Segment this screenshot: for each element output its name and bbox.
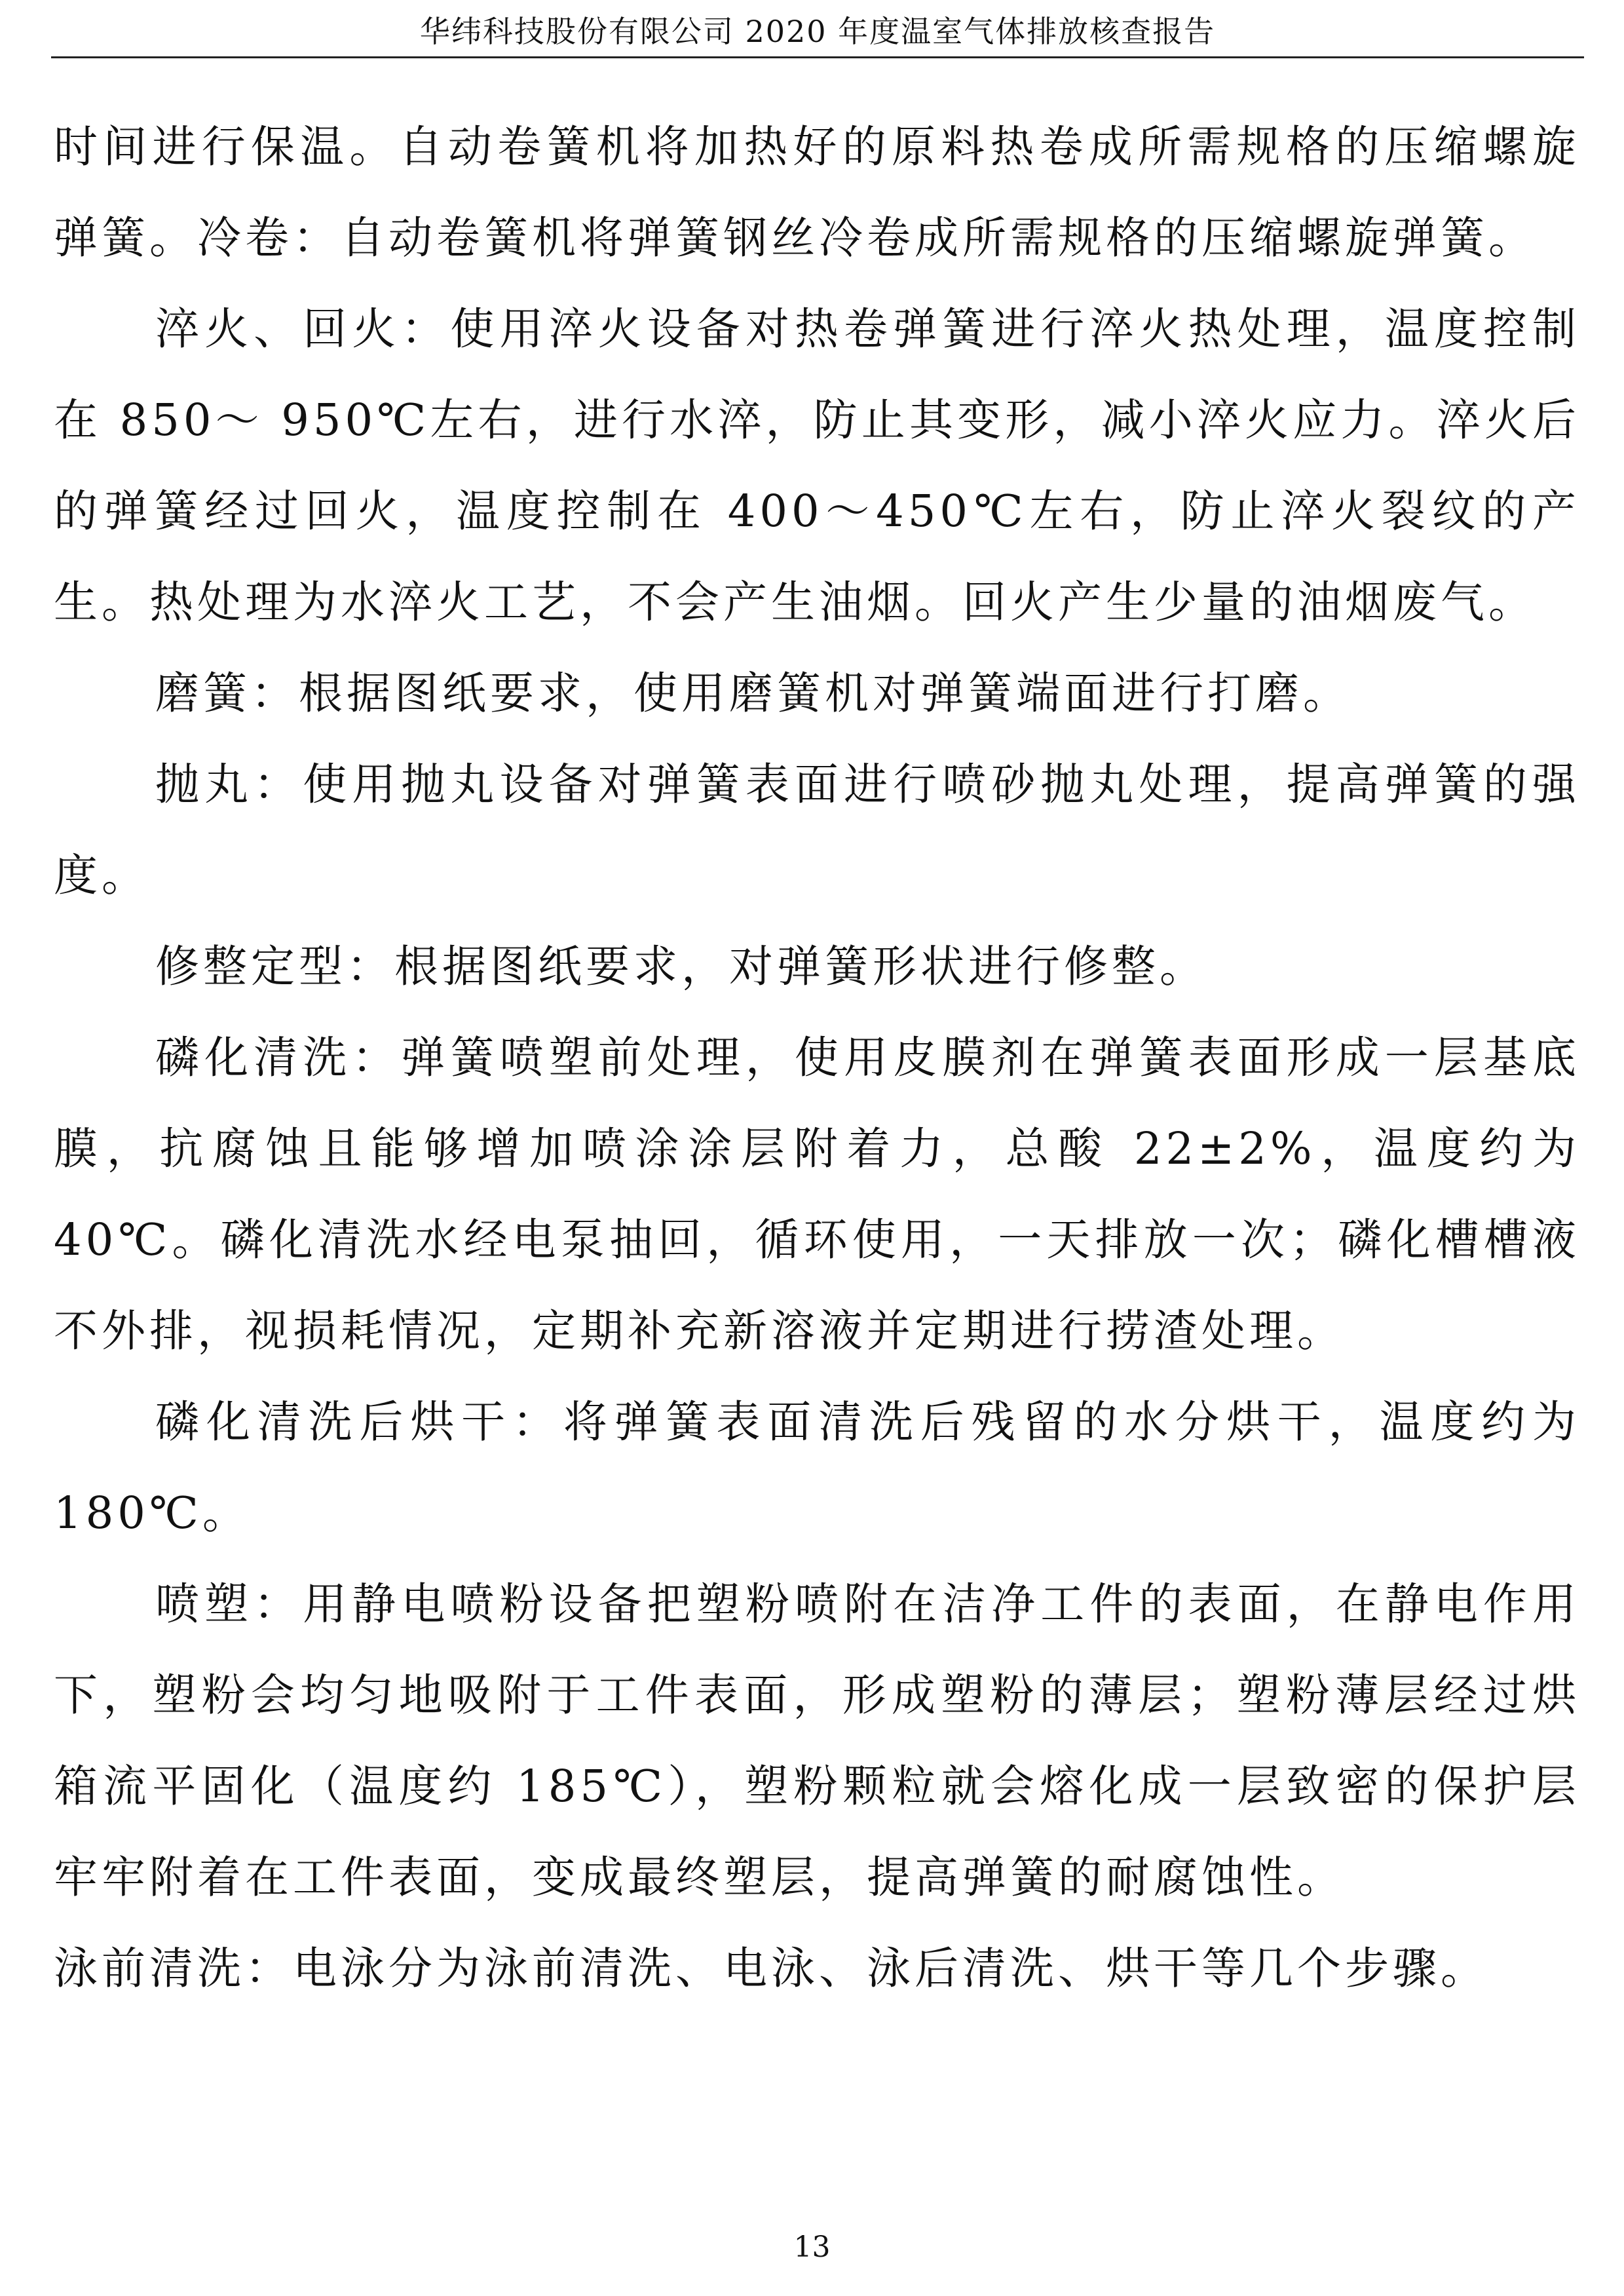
paragraph-pre-electrophoresis: 泳前清洗：电泳分为泳前清洗、电泳、泳后清洗、烘干等几个步骤。 (54, 1943, 1488, 1994)
paragraph-powder-coating: 喷塑：用静电喷粉设备把塑粉喷附在洁净工件的表面，在静电作用下，塑粉会均匀地吸附于工件表面，形成塑粉的薄层；塑粉薄层经过烘箱流平固化（温度约 185℃），塑粉颗粒就会熔化成一层致密的保护层牢牢附着在工件表面，变成最终塑层，提高弹簧的耐腐蚀性。 (54, 1578, 1580, 1903)
paragraph-shot-blasting: 抛丸：使用抛丸设备对弹簧表面进行喷砂抛丸处理，提高弹簧的强度。 (54, 759, 1580, 901)
paragraph-shaping: 修整定型：根据图纸要求，对弹簧形状进行修整。 (155, 941, 1207, 992)
paragraph-coiling: 时间进行保温。自动卷簧机将加热好的原料热卷成所需规格的压缩螺旋弹簧。冷卷：自动卷簧机将弹簧钢丝冷卷成所需规格的压缩螺旋弹簧。 (54, 121, 1580, 263)
paragraph-phosphating: 磷化清洗：弹簧喷塑前处理，使用皮膜剂在弹簧表面形成一层基底膜，抗腐蚀且能够增加喷涂涂层附着力，总酸 22±2%，温度约为40℃。磷化清洗水经电泵抽回，循环使用，一天排放一次；磷化槽槽液不外排，视损耗情况，定期补充新溶液并定期进行捞渣处理。 (54, 1032, 1580, 1356)
document-body (54, 102, 1580, 2014)
page-header (51, 9, 1584, 58)
page-number: 13 (793, 2230, 831, 2264)
paragraph-quench-temper: 淬火、回火：使用淬火设备对热卷弹簧进行淬火热处理，温度控制在 850～ 950℃左右，进行水淬，防止其变形，减小淬火应力。淬火后的弹簧经过回火，温度控制在 400～450℃左右，防止淬火裂纹的产生。热处理为水淬火工艺，不会产生油烟。回火产生少量的油烟废气。 (54, 303, 1580, 628)
paragraph-grinding: 磨簧：根据图纸要求，使用磨簧机对弹簧端面进行打磨。 (155, 668, 1351, 719)
header-title: 华纬科技股份有限公司 2020 年度温室气体排放核查报告 (419, 14, 1216, 49)
paragraph-drying: 磷化清洗后烘干：将弹簧表面清洗后残留的水分烘干，温度约为180℃。 (54, 1396, 1580, 1539)
